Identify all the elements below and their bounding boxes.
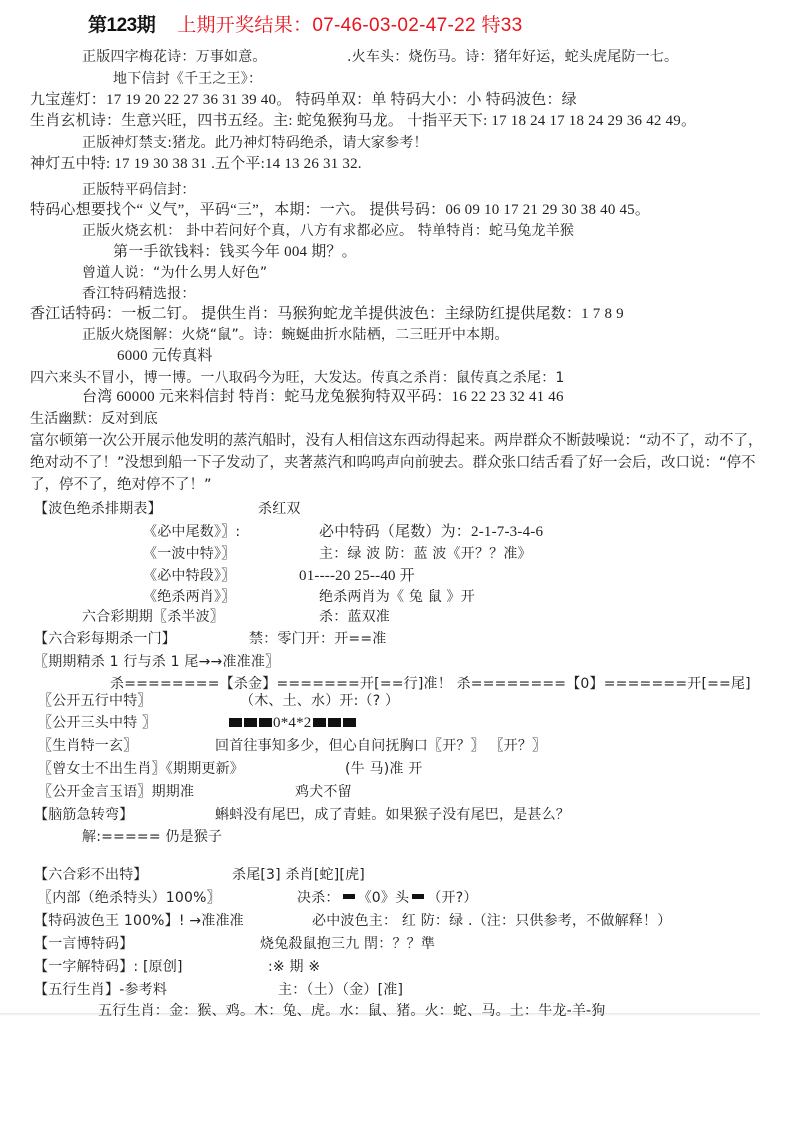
page-edge: [0, 1013, 760, 1016]
four-six-head: 四六来头不冒小，博一博。一八取码今为旺，大发达。传真之杀肖：鼠传真之杀尾：1: [30, 370, 565, 386]
one-word-bet-value: 烧兔殺鼠抱三九 閈：？？準: [260, 936, 436, 952]
first-hand-money: 第一手欲钱料：钱买今年 004 期？。: [113, 244, 357, 260]
block-icon: [328, 718, 341, 729]
three-head-value: [228, 714, 357, 732]
nine-lotus-lamp: 九宝莲灯：17 19 20 22 27 36 31 39 40。 特码单双：单 特码大小：小 特码波色：绿: [30, 92, 577, 108]
precise-kill-row: 杀========【杀金】=======开[==行]准！ 杀========【0】=======开[==尾]: [110, 676, 751, 692]
result-special: 特33: [481, 15, 523, 36]
kill-two-zodiac-value: 绝杀两肖为《 兔 鼠 》开: [319, 589, 475, 605]
five-elements-value: （木、土、水）开:（? ）: [240, 693, 400, 709]
one-char-special-value: :※ 期 ※: [268, 959, 321, 975]
fire-diagram: 正版火烧图解：火烧“鼠”。诗：蜿蜒曲折水陆栖，二三旺开中本期。: [82, 327, 509, 343]
open-question: （开?）: [427, 890, 478, 906]
block-icon: [313, 718, 326, 729]
one-wave-value: 主：绿 波 防：蓝 波《开？？准》: [319, 546, 532, 562]
result-label: 上期开奖结果：: [177, 15, 313, 36]
train-head: .火车头：烧伤马。诗：猪年好运，蛇头虎尾防一七。: [347, 49, 679, 65]
wave-king-label: 【特码波色王 100%】! →准准准: [34, 913, 244, 929]
five-element-zodiac-label: 【五行生肖】-参考料: [34, 982, 168, 998]
internal-kill-value: [297, 889, 478, 907]
xiangjiang-report: 香江特码精选报：: [82, 286, 196, 302]
wave-king-value: 必中波色主： 红 防：绿 .（注：只供参考，不做解释！）: [312, 913, 672, 929]
internal-kill-label: 〖内部（绝杀特头）100%〗: [38, 890, 221, 906]
decisive-kill-label: 决杀：: [297, 890, 340, 906]
zodiac-mystery-label: 〖生肖特一玄〗: [38, 738, 138, 754]
one-word-bet-label: 【一言博特码】: [34, 936, 134, 952]
fax-material: 6000 元传真料: [117, 348, 213, 364]
divine-lamp-five: 神灯五中特: 17 19 30 38 31 .五个平:14 13 26 31 32.: [30, 156, 362, 172]
golden-words-label: 〖公开金言玉语〗期期准: [38, 784, 195, 800]
wave-kill-table: 【波色绝杀排期表】: [34, 501, 162, 517]
zodiac-poem: 生肖玄机诗：生意兴旺，四书五经。主: 蛇兔猴狗马龙。 十指平天下: 17 18 24 17 18 24 29 36 42 49。: [30, 113, 697, 129]
last-result: [177, 15, 522, 36]
underground-envelope: 地下信封《千王之王》：: [113, 71, 263, 87]
plum-poem: 正版四字梅花诗：万事如意。: [82, 49, 267, 65]
five-element-zodiac-value: 主：（土）（金）[准]: [278, 982, 404, 998]
block-icon: [244, 718, 257, 729]
five-elements-label: 〖公开五行中特〗: [38, 693, 152, 709]
page-header: [88, 14, 523, 38]
ms-zeng-label: 〖曾女士不出生肖〗《期期更新》: [38, 761, 244, 777]
special-code-heart: 特码心想要找个“ 义气”，平码“三”，本期：一六。 提供号码：06 09 10 17 21 29 30 38 40 45。: [30, 202, 651, 218]
precise-kill-title: 〖期期精杀 1 行与杀 1 尾→→准准准〗: [34, 654, 280, 670]
brain-teaser-answer: 解:===== 仍是猴子: [82, 829, 223, 845]
block-icon: [343, 718, 356, 729]
kill-one-door-value: 禁：零门开：开==准: [249, 631, 387, 647]
kill-two-zodiac-label: 《绝杀两肖》〗: [143, 589, 236, 605]
divine-lamp-ban: 正版神灯禁支:猪龙。此乃神灯特码绝杀，请大家参考！: [82, 135, 428, 151]
three-head-code: 0*4*2: [273, 715, 312, 731]
five-element-zodiac-list: 五行生肖：金：猴、鸡。木：兔、虎。水：鼠、猪。火：蛇、马。土：牛龙-羊-狗: [98, 1003, 606, 1019]
result-numbers: 07-46-03-02-47-22: [312, 15, 476, 36]
brain-teaser-question: 蝌蚪没有尾巴，成了青蛙。如果猴子没有尾巴，是甚么？: [215, 807, 570, 823]
life-humor-title: 生活幽默：反对到底: [30, 411, 158, 427]
block-icon: [343, 894, 355, 902]
kill-one-door-label: 【六合彩每期杀一门】: [34, 631, 176, 647]
issue-number: 第123期: [88, 15, 156, 36]
no-special-value: 杀尾[3] 杀肖[蛇][虎]: [232, 867, 365, 883]
no-special-label: 【六合彩不出特】: [34, 867, 148, 883]
must-tail-value: 必中特码（尾数）为：2-1-7-3-4-6: [319, 524, 544, 540]
three-head-label: 〖公开三头中特 〗: [38, 715, 157, 731]
golden-words-value: 鸡犬不留: [295, 784, 352, 800]
brain-teaser-label: 【脑筋急转弯】: [34, 807, 134, 823]
block-icon: [229, 718, 242, 729]
must-segment-value: 01----20 25--40 开: [299, 568, 415, 584]
humor-story: 富尔顿第一次公开展示他发明的蒸汽船时，没有人相信这东西动得起来。两岸群众不断鼓噪说：“动不了，动不了，绝对动不了！”没想到船一下子发动了，夹著蒸汽和呜呜声向前驶去。群众张口结舌看了好一会后，改口说：“停不了，停不了，绝对停不了！”: [30, 433, 763, 493]
zodiac-mystery-value: 回首往事知多少，但心自问抚胸口〖开？〗 〖开？〗: [215, 738, 547, 754]
half-wave-label: 六合彩期期〖杀半波〗: [82, 609, 224, 625]
head-zero: 《0》头: [357, 890, 410, 906]
one-wave-label: 《一波中特》〗: [143, 546, 236, 562]
wave-kill-value: 杀红双: [258, 501, 301, 517]
one-char-special-label: 【一字解特码】: [原创]: [34, 959, 183, 975]
taiwan-envelope: 台湾 60000 元来料信封 特肖：蛇马龙兔猴狗特双平码：16 22 23 32 41 46: [82, 389, 564, 405]
block-icon: [412, 894, 424, 902]
fire-mystery: 正版火烧玄机： 卦中若问好个真，八方有求都必应。 特单特肖：蛇马兔龙羊猴: [82, 223, 575, 239]
ms-zeng-value: (牛 马)准 开: [345, 761, 423, 777]
taoist-says: 曾道人说：“为什么男人好色”: [82, 265, 268, 281]
block-icon: [259, 718, 272, 729]
half-wave-value: 杀：蓝双准: [319, 609, 390, 625]
must-segment-label: 《必中特段》〗: [143, 568, 236, 584]
must-tail-label: 《必中尾数》〗:: [143, 524, 241, 540]
xiangjiang-code: 香江话特码：一板二钉。 提供生肖：马猴狗蛇龙羊提供波色：主绿防红提供尾数：1 7 8 9: [30, 306, 624, 322]
flat-code-envelope: 正版特平码信封：: [82, 182, 196, 198]
